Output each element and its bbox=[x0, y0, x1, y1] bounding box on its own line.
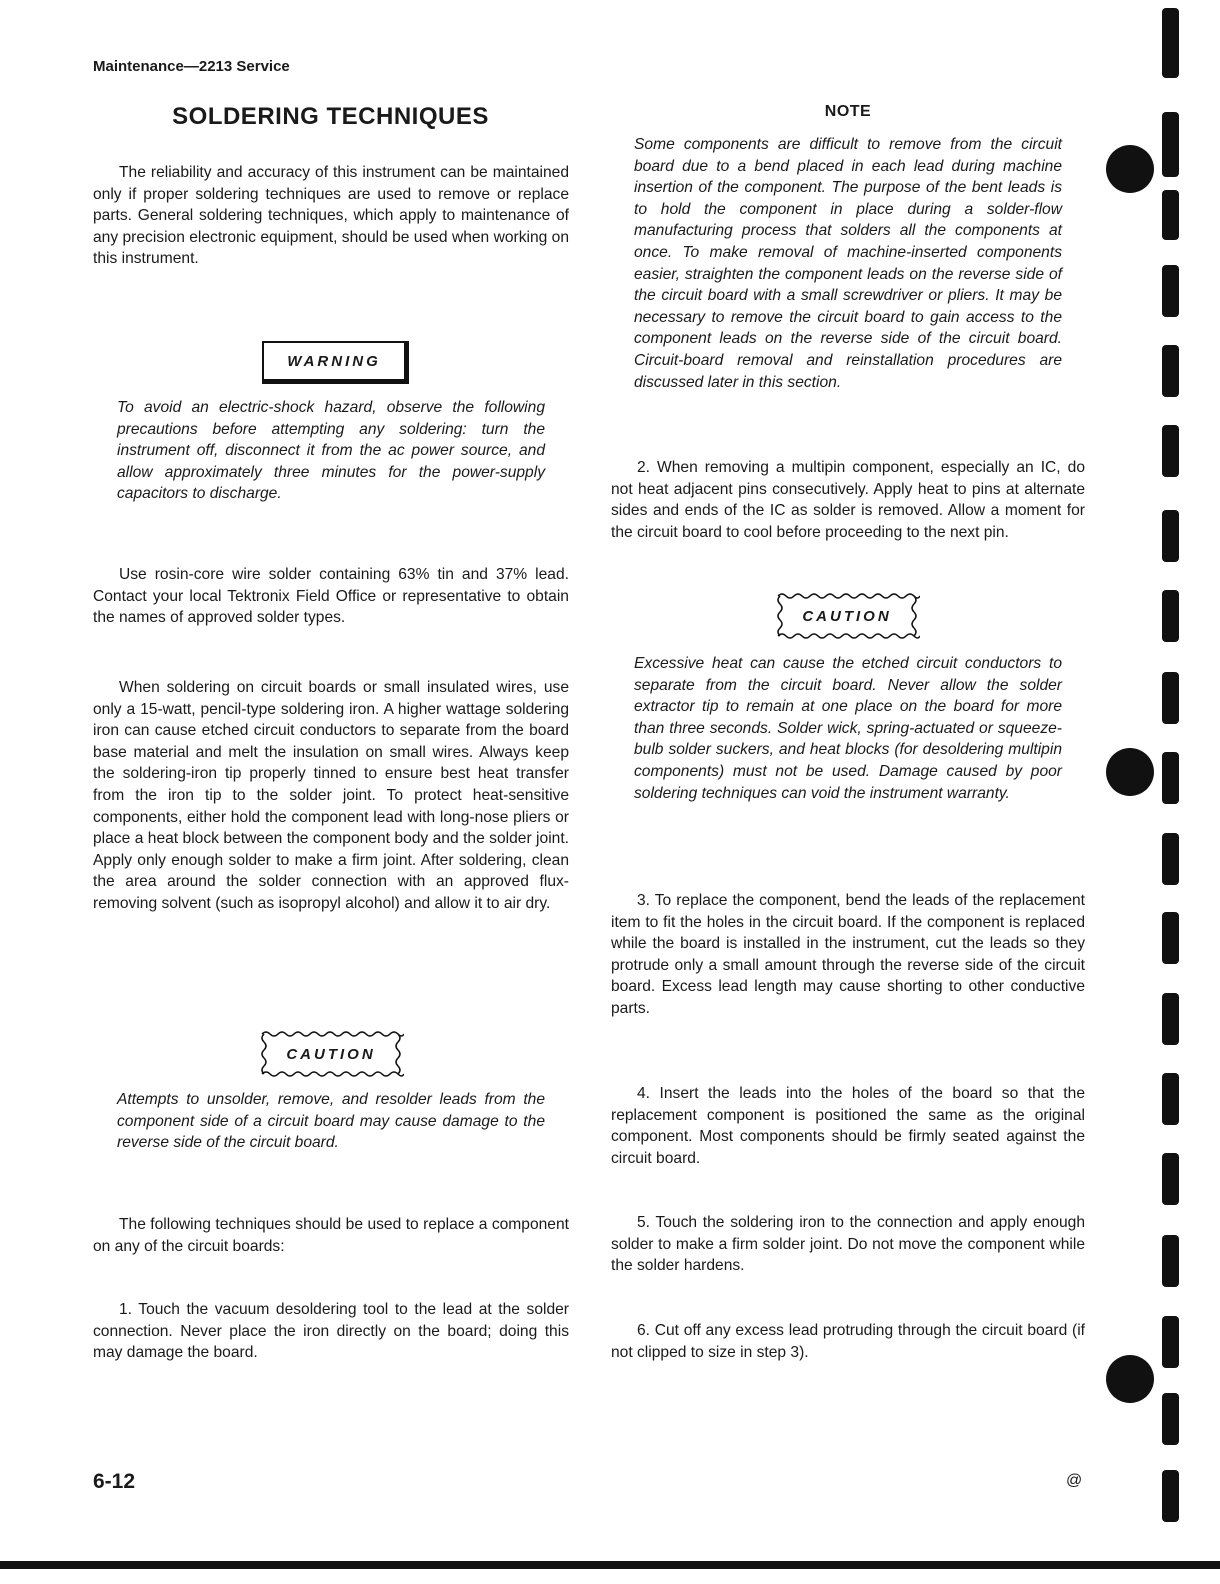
warning-label-box bbox=[262, 341, 409, 384]
margin-bar bbox=[1162, 345, 1179, 397]
margin-bar bbox=[1162, 1316, 1179, 1368]
margin-bar bbox=[1162, 1073, 1179, 1125]
margin-bar bbox=[1162, 1470, 1179, 1522]
caution-label-box-right bbox=[774, 590, 920, 642]
margin-bar bbox=[1162, 510, 1179, 562]
running-head: Maintenance—2213 Service bbox=[93, 58, 290, 75]
note-text: Some components are difficult to remove from the circuit board due to a bend placed in each lead during machine insertion of the component. The purpose of the bent leads is to hold the component in place during a solder-flow manufacturing process that solders all the components at once. To make removal of machine-inserted components easier, straighten the component leads on the reverse side of the circuit board with a small screwdriver or pliers. It may be necessary to remove the circuit board to gain access to the component leads on the reverse side of the circuit board. Circuit-board removal and reinstallation procedures are discussed later in this section. bbox=[634, 136, 1062, 391]
margin-bar bbox=[1162, 752, 1179, 804]
margin-bar bbox=[1162, 425, 1179, 477]
caution-label: CAUTION bbox=[286, 1045, 376, 1063]
margin-bar bbox=[1162, 833, 1179, 885]
caution-label-box-left bbox=[258, 1028, 404, 1080]
note-title: NOTE bbox=[824, 103, 872, 120]
margin-bar bbox=[1162, 993, 1179, 1045]
techniques-intro: The following techniques should be used to replace a component on any of the circuit boards: bbox=[93, 1216, 569, 1255]
step-1: 1. Touch the vacuum desoldering tool to the lead at the solder connection. Never place the iron directly on the board; doing this may damage the board. bbox=[93, 1301, 569, 1362]
warning-label: WARNING bbox=[287, 352, 381, 370]
margin-bar bbox=[1162, 590, 1179, 642]
section-title: SOLDERING TECHNIQUES bbox=[172, 103, 489, 130]
step-5: 5. Touch the soldering iron to the connection and apply enough solder to make a firm solder joint. Do not move the component while the solder hardens. bbox=[611, 1214, 1085, 1275]
step-4: 4. Insert the leads into the holes of the board so that the replacement component is positioned the same as the original component. Most components should be firmly seated against the circuit board. bbox=[611, 1085, 1085, 1167]
margin-bar bbox=[1162, 1235, 1179, 1287]
margin-bar bbox=[1162, 8, 1179, 78]
footer-mark: @ bbox=[1066, 1472, 1083, 1489]
punch-hole bbox=[1106, 748, 1154, 796]
margin-bar bbox=[1162, 190, 1179, 240]
bottom-edge-rule bbox=[0, 1561, 1220, 1569]
margin-bar bbox=[1162, 1393, 1179, 1445]
margin-bar bbox=[1162, 1153, 1179, 1205]
solder-paragraph: Use rosin-core wire solder containing 63% tin and 37% lead. Contact your local Tektronix Field Office or representative to obtain the names of approved solder types. bbox=[93, 566, 569, 627]
intro-paragraph: The reliability and accuracy of this instrument can be maintained only if proper soldering techniques are used to remove or replace parts. General soldering techniques, which apply to maintenance of any precision electronic equipment, should be used when working on this instrument. bbox=[93, 164, 569, 268]
margin-bar bbox=[1162, 912, 1179, 964]
punch-hole bbox=[1106, 145, 1154, 193]
caution-text-left: Attempts to unsolder, remove, and resolder leads from the component side of a circuit board may cause damage to the reverse side of the circuit board. bbox=[117, 1091, 545, 1152]
margin-bar bbox=[1162, 265, 1179, 317]
step-3: 3. To replace the component, bend the leads of the replacement item to fit the holes in the circuit board. If the component is replaced while the board is installed in the instrument, cut the leads so they protrude only a small amount through the reverse side of the circuit board. Excess lead length may cause shorting to other conductive parts. bbox=[611, 892, 1085, 1017]
page-number: 6-12 bbox=[93, 1470, 136, 1493]
step-2: 2. When removing a multipin component, especially an IC, do not heat adjacent pins consecutively. Apply heat to pins at alternate sides and ends of the IC as solder is removed. Allow a moment for the circuit board to cool before proceeding to the next pin. bbox=[611, 459, 1085, 541]
caution-text-right: Excessive heat can cause the etched circuit conductors to separate from the circuit board. Never allow the solder extractor tip to remain at one place on the board for more than three seconds. Solder wick, spring-actuated or squeeze-bulb solder suckers, and heat blocks (for desoldering multipin components) must not be used. Damage caused by poor soldering techniques can void the instrument warranty. bbox=[634, 655, 1062, 802]
caution-label: CAUTION bbox=[802, 607, 892, 625]
punch-hole bbox=[1106, 1355, 1154, 1403]
step-6: 6. Cut off any excess lead protruding through the circuit board (if not clipped to size in step 3). bbox=[611, 1322, 1085, 1361]
margin-bar bbox=[1162, 112, 1179, 177]
warning-text: To avoid an electric-shock hazard, observe the following precautions before attempting any soldering: turn the instrument off, disconnect it from the ac power source, and allow approximately three minutes for the power-supply capacitors to discharge. bbox=[117, 399, 545, 503]
margin-bar bbox=[1162, 672, 1179, 724]
iron-paragraph: When soldering on circuit boards or small insulated wires, use only a 15-watt, pencil-type soldering iron. A higher wattage soldering iron can cause etched circuit conductors to separate from the board base material and melt the insulation on small wires. Always keep the soldering-iron tip properly tinned to ensure best heat transfer from the iron tip to the solder joint. To protect heat-sensitive components, either hold the component lead with long-nose pliers or place a heat block between the component body and the solder joint. Apply only enough solder to make a firm joint. After soldering, clean the area around the solder connection with an approved flux-removing solvent (such as isopropyl alcohol) and allow it to air dry. bbox=[93, 679, 569, 912]
